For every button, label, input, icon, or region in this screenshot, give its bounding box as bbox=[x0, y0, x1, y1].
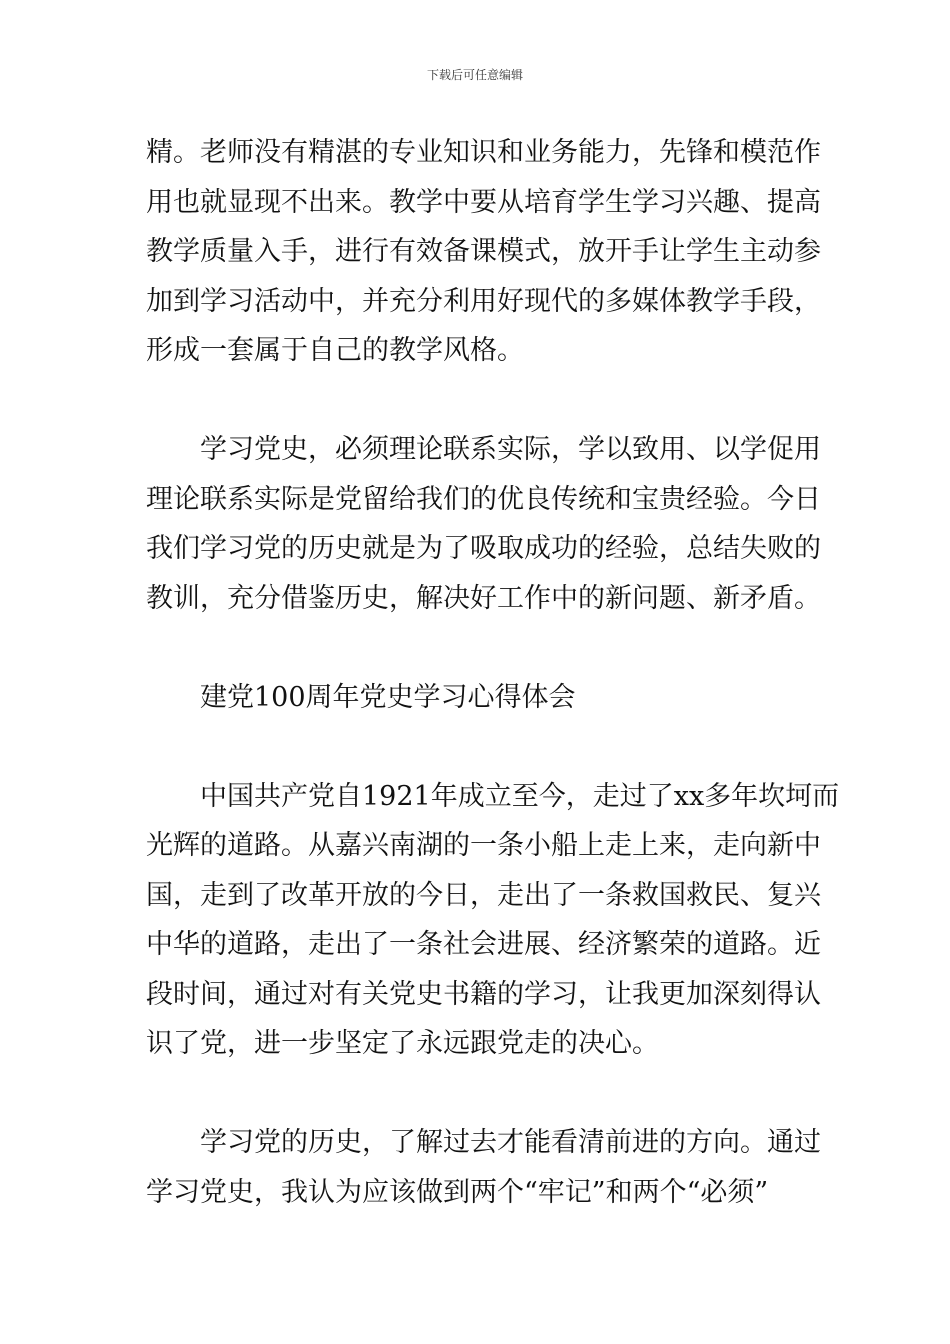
text-line: 用也就显现不出来。教学中要从培育学生学习兴趣、提高 bbox=[146, 186, 821, 218]
text-line: 加到学习活动中，并充分利用好现代的多媒体教学手段， bbox=[146, 285, 821, 317]
text-line: 国，走到了改革开放的今日，走出了一条救国救民、复兴 bbox=[146, 879, 821, 911]
text-line: 教学质量入手，进行有效备课模式，放开手让学生主动参 bbox=[146, 236, 821, 267]
paragraph bbox=[146, 128, 821, 376]
paragraph-spacer bbox=[146, 623, 806, 673]
paragraph-spacer bbox=[146, 376, 806, 426]
text-line: 识了党，进一步坚定了永远跟党走的决心。 bbox=[146, 1028, 659, 1059]
text-line: 中华的道路，走出了一条社会进展、经济繁荣的道路。近 bbox=[146, 929, 821, 960]
paragraph-spacer bbox=[146, 1069, 806, 1119]
paragraph bbox=[146, 772, 840, 1069]
text-line: 形成一套属于自己的教学风格。 bbox=[146, 335, 524, 366]
text-line: 学习党史，必须理论联系实际，学以致用、以学促用 bbox=[200, 434, 821, 465]
section-heading bbox=[146, 673, 806, 723]
paragraph bbox=[146, 1118, 821, 1217]
header-note: 下载后可任意编辑 bbox=[426, 68, 523, 82]
text-line: 中国共产党自1921年成立至今，走过了xx多年坎坷而 bbox=[200, 780, 840, 812]
paragraph-spacer bbox=[146, 722, 806, 772]
text-line: 理论联系实际是党留给我们的优良传统和宝贵经验。今日 bbox=[146, 483, 821, 515]
heading-line: 建党100周年党史学习心得体会 bbox=[200, 681, 576, 713]
document-body bbox=[146, 128, 840, 1217]
text-line: 段时间，通过对有关党史书籍的学习，让我更加深刻得认 bbox=[146, 978, 821, 1010]
text-line: 我们学习党的历史就是为了吸取成功的经验，总结失败的 bbox=[146, 533, 821, 564]
text-line: 教训，充分借鉴历史，解决好工作中的新问题、新矛盾。 bbox=[146, 582, 821, 614]
text-line: 学习党的历史，了解过去才能看清前进的方向。通过 bbox=[200, 1127, 821, 1158]
paragraph bbox=[146, 425, 821, 623]
text-line: 光辉的道路。从嘉兴南湖的一条小船上走上来，走向新中 bbox=[146, 830, 821, 861]
text-line: 精。老师没有精湛的专业知识和业务能力，先锋和模范作 bbox=[146, 137, 821, 168]
text-line: 学习党史，我认为应该做到两个“牢记”和两个“必须” bbox=[146, 1176, 769, 1208]
